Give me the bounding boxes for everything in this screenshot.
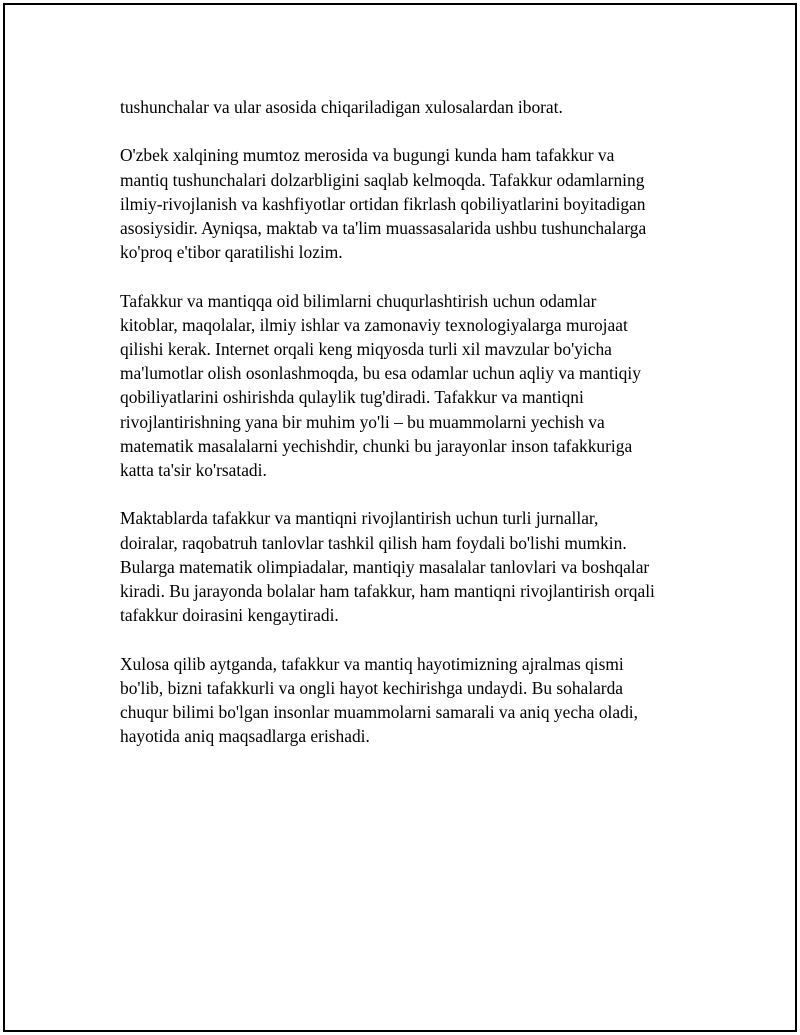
paragraph-3: Tafakkur va mantiqqa oid bilimlarni chuqurlashtirish uchun odamlar kitoblar, maqolalar, ilmiy ishlar va zamonaviy texnologiyalarga murojaat qilishi kerak. Internet orqali keng miqyosda turli xil mavzular bo'yicha ma'lumotlar olish osonlashmoqda, bu esa odamlar uchun aqliy va mantiqiy qobiliyatlarini oshirishda qulaylik tug'diradi. Tafakkur va mantiqni rivojlantirishning yana bir muhim yo'li – bu muammolarni yechish va matematik masalalarni yechishdir, chunki bu jarayonlar inson tafakkuriga katta ta'sir ko'rsatadi. xyxy=(120,290,641,481)
paragraph-4: Maktablarda tafakkur va mantiqni rivojlantirish uchun turli jurnallar, doiralar, raqobatruh tanlovlar tashkil qilish ham foydali bo'lishi mumkin. Bularga matematik olimpiadalar, mantiqiy masalalar tanlovlari va boshqalar kiradi. Bu jarayonda bolalar ham tafakkur, ham mantiqni rivojlantirish orqali tafakkur doirasini kengaytiradi. xyxy=(120,508,655,626)
paragraph-1: tushunchalar va ular asosida chiqariladigan xulosalardan iborat. xyxy=(120,97,563,117)
document-body xyxy=(120,95,690,773)
paragraph-2: O'zbek xalqining mumtoz merosida va bugungi kunda ham tafakkur va mantiq tushunchalari dolzarbligini saqlab kelmoqda. Tafakkur odamlarning ilmiy-rivojlanish va kashfiyotlar ortidan fikrlash qobiliyatlarini boyitadigan asosiysidir. Ayniqsa, maktab va ta'lim muassasalarida ushbu tushunchalarga ko'proq e'tibor qaratilishi lozim. xyxy=(120,145,647,263)
paragraph-5: Xulosa qilib aytganda, tafakkur va mantiq hayotimizning ajralmas qismi bo'lib, bizni tafakkurli va ongli hayot kechirishga undaydi. Bu sohalarda chuqur bilimi bo'lgan insonlar muammolarni samarali va aniq yecha oladi, hayotida aniq maqsadlarga erishadi. xyxy=(120,653,638,747)
document-page xyxy=(3,3,797,1032)
